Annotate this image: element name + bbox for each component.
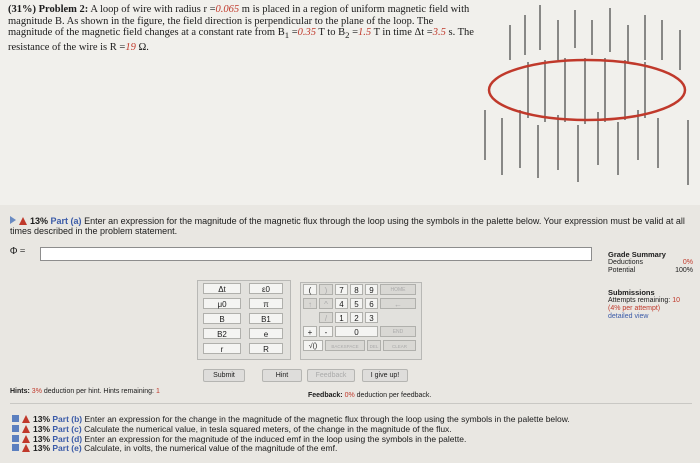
checkbox-icon xyxy=(12,444,19,451)
part-label: Part (c) xyxy=(52,423,82,434)
field-lines xyxy=(485,5,688,185)
part-a-label: Part (a) xyxy=(50,216,82,226)
dt-value: 3.5 xyxy=(432,27,446,39)
divider xyxy=(10,403,692,404)
b2-subscript: 2 xyxy=(345,30,350,41)
problem-statement xyxy=(8,4,478,53)
symbol-palette xyxy=(197,280,422,362)
symbol-delta-t[interactable]: Δt xyxy=(203,283,241,294)
problem-header: (31%) Problem 2: xyxy=(8,4,89,15)
hint-button[interactable]: Hint xyxy=(262,369,302,382)
key-minus[interactable]: - xyxy=(319,326,333,337)
checkbox-icon xyxy=(12,435,19,442)
problem-text: m is placed in a region of uniform magnetic field with magnitude B. As shown in the figure, the field direction is perpendicular to the plane of the loop. The magnitude of the magnetic field changes at a constant rate from B xyxy=(8,4,470,39)
b1-subscript: 1 xyxy=(284,30,290,41)
key-7[interactable]: 7 xyxy=(335,284,348,295)
symbol-pi[interactable]: π xyxy=(249,298,283,309)
other-parts-list xyxy=(12,415,692,454)
part-label: Part (e) xyxy=(52,443,82,454)
b1-value: 0.35 xyxy=(297,27,316,39)
feedback-button[interactable]: Feedback xyxy=(307,369,355,382)
hints-remaining: 1 xyxy=(155,388,160,395)
symbol-b1[interactable]: B1 xyxy=(249,313,283,324)
key-sqrt[interactable]: √() xyxy=(303,340,323,351)
part-a-percent: 13% xyxy=(30,216,49,226)
warning-icon xyxy=(22,444,30,452)
answer-label: Φ = xyxy=(10,246,26,257)
detailed-view-link[interactable]: detailed view xyxy=(608,313,649,320)
key-5[interactable]: 5 xyxy=(350,298,363,309)
problem-text: A loop of wire with radius r = xyxy=(90,4,216,15)
problem-text: = xyxy=(349,27,359,39)
warning-icon xyxy=(22,435,30,443)
key-home[interactable]: HOME xyxy=(380,284,416,295)
part-label: Part (b) xyxy=(52,414,83,424)
checkbox-icon xyxy=(12,415,19,422)
problem-text: = xyxy=(289,27,298,39)
potential-label: Potential xyxy=(608,267,636,274)
checkbox-icon xyxy=(12,425,19,432)
key-1[interactable]: 1 xyxy=(335,312,348,323)
part-a-text: Enter an expression for the magnitude of the magnetic flux through the loop using the symbols in the palette below. Your expression must be valid at all times described in the problem statement. xyxy=(10,216,685,236)
per-attempt-text: (4% per attempt) xyxy=(608,305,661,312)
problem-text: T in time Δt = xyxy=(371,27,433,39)
b2-value: 1.5 xyxy=(358,27,372,39)
key-plus[interactable]: + xyxy=(303,326,317,337)
key-9[interactable]: 9 xyxy=(365,284,378,295)
key-8[interactable]: 8 xyxy=(350,284,363,295)
warning-icon xyxy=(19,217,27,225)
wire-loop xyxy=(489,60,685,120)
part-a-row xyxy=(10,216,698,236)
key-end[interactable]: END xyxy=(380,326,416,337)
part-percent: 13% xyxy=(33,423,51,434)
part-label: Part (d) xyxy=(52,433,83,444)
feedback-percent: 0% xyxy=(344,392,355,399)
symbol-b[interactable]: B xyxy=(203,313,241,324)
key-2[interactable]: 2 xyxy=(350,312,363,323)
key-close-paren[interactable]: ) xyxy=(319,284,333,295)
part-text: Enter an expression for the change in the magnitude of the magnetic flux through the loop using the symbols in the palette below. xyxy=(84,414,570,424)
problem-text: s. The resistance of the wire is R = xyxy=(8,27,474,53)
grade-summary-title: Grade Summary xyxy=(608,250,666,259)
expand-arrow-icon[interactable] xyxy=(10,216,16,224)
answer-input[interactable] xyxy=(40,247,592,261)
key-open-paren[interactable]: ( xyxy=(303,284,317,295)
radius-value: 0.065 xyxy=(215,4,240,15)
warning-icon xyxy=(22,425,30,433)
hints-percent: 3% xyxy=(31,388,42,395)
hints-text: deduction per hint. Hints remaining: xyxy=(43,388,154,395)
grade-summary xyxy=(608,251,693,321)
part-percent: 13% xyxy=(33,414,51,424)
submit-button[interactable]: Submit xyxy=(203,369,245,382)
ohm-unit: Ω. xyxy=(135,41,149,53)
deductions-label: Deductions xyxy=(608,259,644,266)
key-left[interactable]: ← xyxy=(380,298,416,309)
key-backspace[interactable]: BACKSPACE xyxy=(325,340,365,351)
symbol-big-r[interactable]: R xyxy=(249,343,283,354)
key-0[interactable]: 0 xyxy=(335,326,378,337)
hints-label: Hints: xyxy=(10,388,30,395)
warning-icon xyxy=(22,415,30,423)
feedback-text: deduction per feedback. xyxy=(356,392,432,399)
part-row[interactable] xyxy=(12,444,692,454)
feedback-line xyxy=(308,392,431,399)
symbol-r[interactable]: r xyxy=(203,343,241,354)
key-caret[interactable]: ^ xyxy=(319,298,333,309)
deductions-value: 0% xyxy=(682,259,693,266)
part-text: Calculate the numerical value, in tesla squared meters, of the change in the magnitude of the flux. xyxy=(84,423,452,434)
loop-field-figure xyxy=(470,0,700,205)
resistance-value: 19 xyxy=(125,41,136,53)
problem-text: T to B xyxy=(316,27,346,39)
key-6[interactable]: 6 xyxy=(365,298,378,309)
attempts-value: 10 xyxy=(672,297,680,304)
give-up-button[interactable]: I give up! xyxy=(362,369,408,382)
symbol-e[interactable]: e xyxy=(249,328,283,339)
potential-value: 100% xyxy=(675,267,693,274)
part-text: Enter an expression for the magnitude of the induced emf in the loop using the symbols in the palette. xyxy=(84,433,467,444)
attempts-label: Attempts remaining: xyxy=(608,297,671,304)
symbol-mu0[interactable]: μ0 xyxy=(203,298,241,309)
key-3[interactable]: 3 xyxy=(365,312,378,323)
key-clear[interactable]: CLEAR xyxy=(383,340,416,351)
key-divide[interactable]: / xyxy=(319,312,333,323)
key-del[interactable]: DEL xyxy=(367,340,381,351)
feedback-label: Feedback: xyxy=(308,392,343,399)
key-up[interactable]: ↑ xyxy=(303,298,317,309)
symbol-b2[interactable]: B2 xyxy=(203,328,241,339)
part-percent: 13% xyxy=(33,443,51,454)
symbol-epsilon0[interactable]: ε0 xyxy=(249,283,283,294)
submissions-title: Submissions xyxy=(608,288,655,297)
key-4[interactable]: 4 xyxy=(335,298,348,309)
part-percent: 13% xyxy=(33,433,51,444)
part-text: Calculate, in volts, the numerical value of the magnitude of the emf. xyxy=(84,443,338,454)
